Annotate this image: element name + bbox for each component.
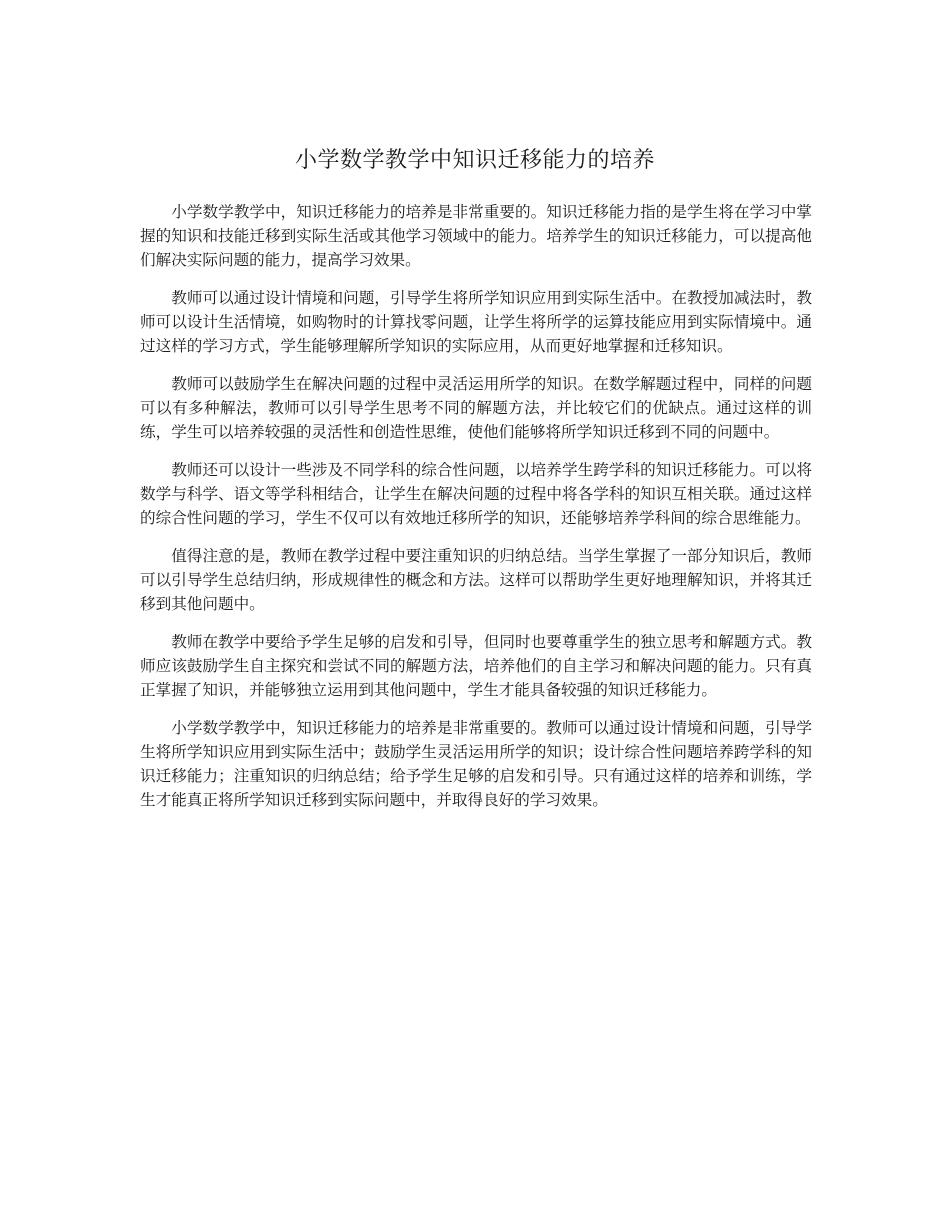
paragraph: 小学数学教学中，知识迁移能力的培养是非常重要的。教师可以通过设计情境和问题，引导学生将所学知识应用到实际生活中；鼓励学生灵活运用所学的知识；设计综合性问题培养跨学科的知识迁移能力；注重知识的归纳总结；给予学生足够的启发和引导。只有通过这样的培养和训练，学生才能真正将所学知识迁移到实际问题中，并取得良好的学习效果。	[140, 719, 812, 809]
document-body	[140, 200, 812, 826]
paragraph: 教师在教学中要给予学生足够的启发和引导，但同时也要尊重学生的独立思考和解题方式。教师应该鼓励学生自主探究和尝试不同的解题方法，培养他们的自主学习和解决问题的能力。只有真正掌握了知识，并能够独立运用到其他问题中，学生才能具备较强的知识迁移能力。	[140, 633, 812, 699]
paragraph: 小学数学教学中，知识迁移能力的培养是非常重要的。知识迁移能力指的是学生将在学习中掌握的知识和技能迁移到实际生活或其他学习领域中的能力。培养学生的知识迁移能力，可以提高他们解决实际问题的能力，提高学习效果。	[140, 203, 812, 269]
paragraph: 教师可以通过设计情境和问题，引导学生将所学知识应用到实际生活中。在教授加减法时，教师可以设计生活情境，如购物时的计算找零问题，让学生将所学的运算技能应用到实际情境中。通过这样的学习方式，学生能够理解所学知识的实际应用，从而更好地掌握和迁移知识。	[140, 289, 812, 355]
paragraph: 值得注意的是，教师在教学过程中要注重知识的归纳总结。当学生掌握了一部分知识后，教师可以引导学生总结归纳，形成规律性的概念和方法。这样可以帮助学生更好地理解知识，并将其迁移到其他问题中。	[140, 547, 812, 613]
paragraph: 教师可以鼓励学生在解决问题的过程中灵活运用所学的知识。在数学解题过程中，同样的问题可以有多种解法，教师可以引导学生思考不同的解题方法，并比较它们的优缺点。通过这样的训练，学生可以培养较强的灵活性和创造性思维，使他们能够将所学知识迁移到不同的问题中。	[140, 375, 812, 441]
paragraph: 教师还可以设计一些涉及不同学科的综合性问题，以培养学生跨学科的知识迁移能力。可以将数学与科学、语文等学科相结合，让学生在解决问题的过程中将各学科的知识互相关联。通过这样的综合性问题的学习，学生不仅可以有效地迁移所学的知识，还能够培养学科间的综合思维能力。	[140, 461, 812, 527]
document-title: 小学数学教学中知识迁移能力的培养	[294, 148, 655, 173]
